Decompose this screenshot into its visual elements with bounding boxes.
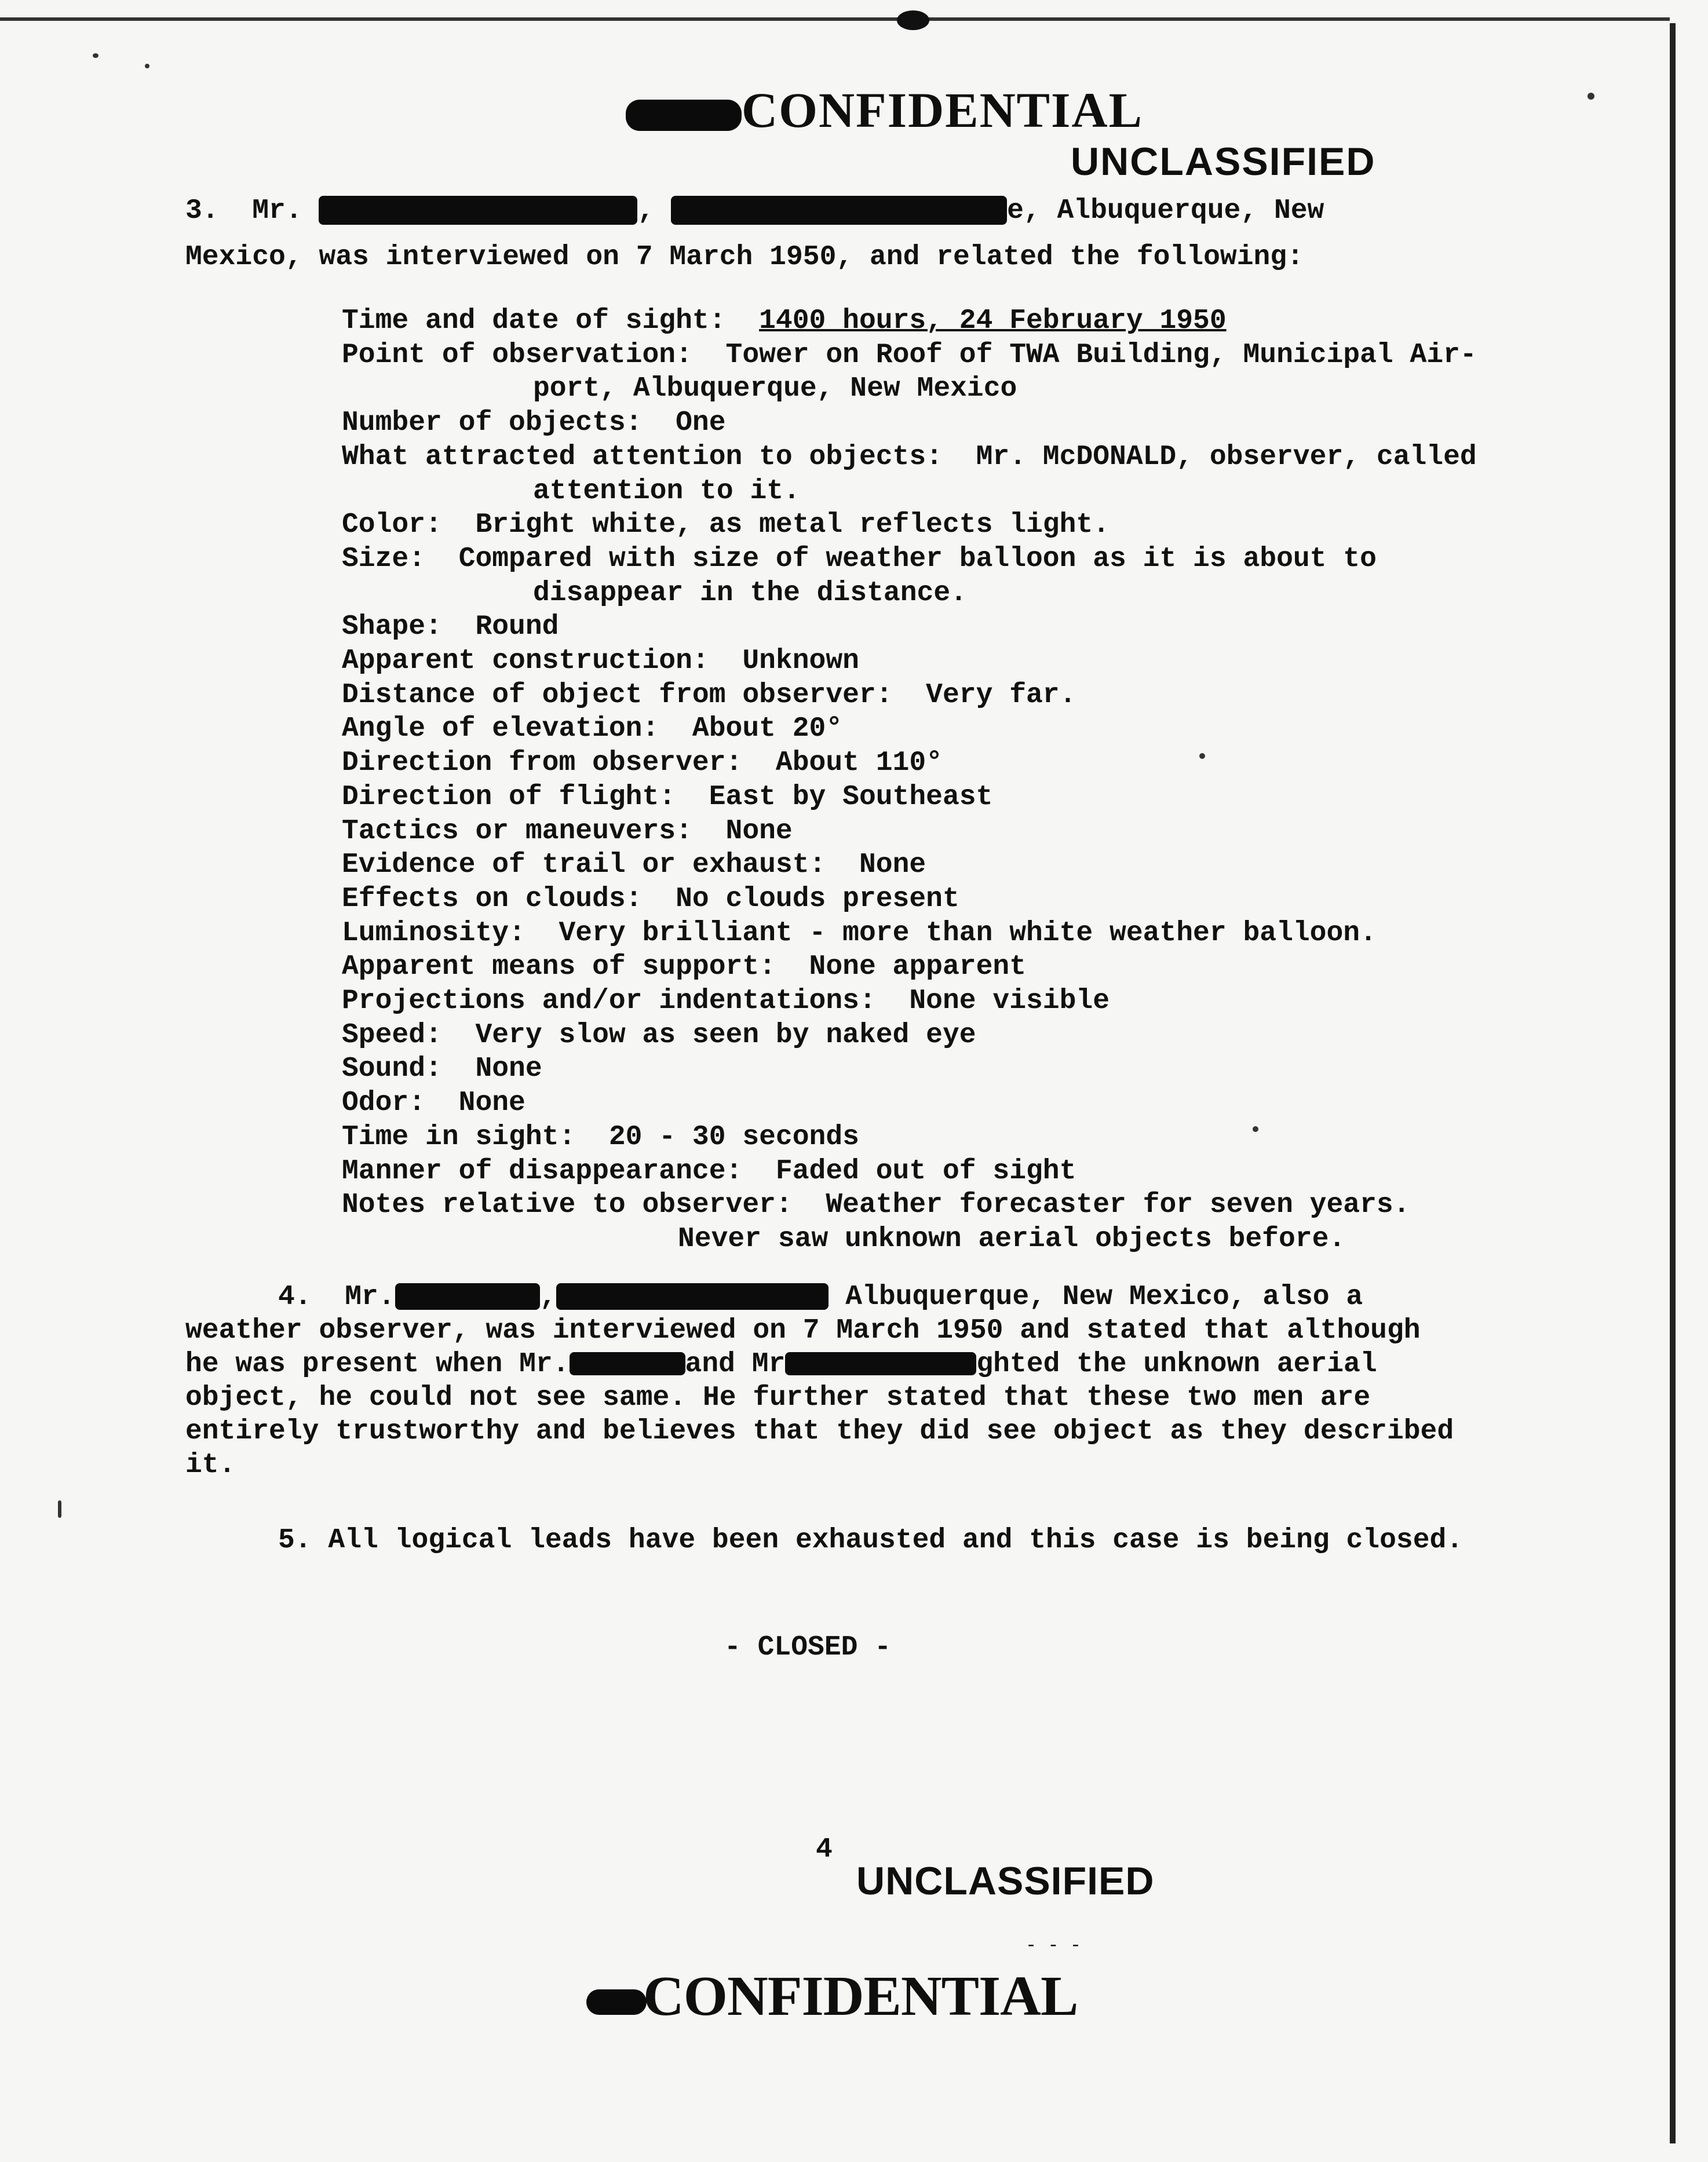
observation-field [342,1155,1477,1189]
field-label: What attracted attention to objects: [342,441,943,473]
field-label: Luminosity: [342,917,525,949]
field-label: Apparent means of support: [342,951,776,983]
observation-field [342,746,1477,780]
observation-field [342,610,1477,644]
unclassified-stamp-top: UNCLASSIFIED [1071,140,1376,184]
stamp-ink-mark: - - - [1025,1935,1082,1956]
observation-field [342,848,1477,882]
field-value: Very far. [926,679,1076,711]
observation-field [342,712,1477,746]
field-value: Bright white, as metal reflects light. [475,509,1110,541]
field-value-continued: port, Albuquerque, New Mexico [533,373,1017,405]
observation-field [342,1188,1477,1256]
field-label: Manner of disappearance: [342,1155,743,1187]
paragraph-4: 4. Mr. , Albuquerque, New Mexico, also a weather observer, was interviewed on 7 March 1950 and stated that although he was present when Mr. and Mr ghted the unknown aerial object, he could not see same. He further stated that these two men are entirely trustworthy and believes that they did see object as they described it. [185,1281,1454,1481]
scan-speck [1587,93,1594,100]
field-value: Tower on Roof of TWA Building, Municipal Air- [725,339,1477,371]
scan-edge-right [1670,23,1676,2143]
field-label: Projections and/or indentations: [342,985,876,1017]
observation-field [342,1018,1477,1053]
field-value: None [725,815,793,847]
field-label: Shape: [342,611,442,643]
field-value-continued: Never saw unknown aerial objects before. [678,1223,1346,1255]
paragraph-5: 5. All logical leads have been exhausted and this case is being closed. [278,1525,1464,1556]
observation-field [342,440,1477,508]
field-value: Compared with size of weather balloon as it is about to [458,543,1377,575]
field-value: East by Southeast [709,781,993,813]
redaction-bar [671,196,1007,225]
field-label: Point of observation: [342,339,692,371]
observation-field [342,815,1477,849]
observation-field [342,542,1477,610]
scan-speck [58,1500,61,1518]
redaction-bar [570,1352,685,1375]
redaction-bar [395,1283,540,1310]
field-label: Odor: [342,1087,426,1119]
observation-field [342,1086,1477,1120]
field-value: Round [475,611,559,643]
field-value: Faded out of sight [775,1155,1076,1187]
field-label: Time in sight: [342,1121,576,1153]
field-label: Angle of elevation: [342,713,659,745]
field-value: About 20° [692,713,843,745]
field-label: Sound: [342,1053,442,1085]
redaction-bar [319,196,637,225]
observation-field [342,950,1477,984]
confidential-stamp-bottom: CONFIDENTIAL [586,1964,1078,2029]
observation-field [342,338,1477,406]
observation-field [342,304,1477,338]
scan-edge-top [0,17,1670,21]
redaction-bar [556,1283,829,1310]
observation-field [342,406,1477,440]
observation-field [342,1120,1477,1155]
field-value: Unknown [742,645,859,677]
observation-field [342,780,1477,815]
field-value: None [859,849,926,881]
field-value: None visible [909,985,1110,1017]
field-label: Size: [342,543,426,575]
closed-marker: - CLOSED - [724,1632,892,1663]
field-label: Effects on clouds: [342,883,643,915]
paragraph-3-line-2: Mexico, was interviewed on 7 March 1950, and related the following: [185,242,1304,273]
field-value: None apparent [809,951,1026,983]
observation-field [342,678,1477,713]
field-label: Color: [342,509,442,541]
observation-field [342,508,1477,542]
field-label: Direction of flight: [342,781,676,813]
punch-hole [897,10,929,30]
field-label: Apparent construction: [342,645,709,677]
field-value: About 110° [775,747,943,779]
field-label: Direction from observer: [342,747,743,779]
field-label: Notes relative to observer: [342,1189,793,1221]
redaction-bar [785,1352,976,1375]
field-value: None [475,1053,542,1085]
observation-field [342,882,1477,916]
scan-speck [145,64,149,68]
field-value: Weather forecaster for seven years. [826,1189,1410,1221]
scan-speck [93,53,98,58]
field-label: Number of objects: [342,407,643,439]
field-value-continued: disappear in the distance. [533,577,967,609]
field-value: Very brilliant - more than white weather balloon. [559,917,1377,949]
field-value: Mr. McDONALD, observer, called [976,441,1477,473]
observation-field [342,916,1477,951]
field-value: 20 - 30 seconds [608,1121,859,1153]
field-label: Time and date of sight: [342,305,726,337]
observation-field [342,1052,1477,1086]
field-value: 1400 hours, 24 February 1950 [759,305,1227,337]
page-number: 4 [816,1834,833,1865]
paragraph-3-line-1: 3. Mr. , e, Albuquerque, New [185,195,1324,227]
field-label: Speed: [342,1019,442,1051]
observation-field [342,644,1477,678]
unclassified-stamp-bottom: UNCLASSIFIED [856,1859,1155,1903]
field-value: None [458,1087,525,1119]
field-value: No clouds present [676,883,959,915]
field-value: One [676,407,726,439]
field-label: Tactics or maneuvers: [342,815,692,847]
observation-field [342,984,1477,1018]
observation-fields [342,304,1477,1257]
field-label: Distance of object from observer: [342,679,893,711]
field-value-continued: attention to it. [533,475,800,507]
confidential-stamp-top: CONFIDENTIAL [626,81,1143,139]
field-value: Very slow as seen by naked eye [475,1019,976,1051]
field-label: Evidence of trail or exhaust: [342,849,826,881]
